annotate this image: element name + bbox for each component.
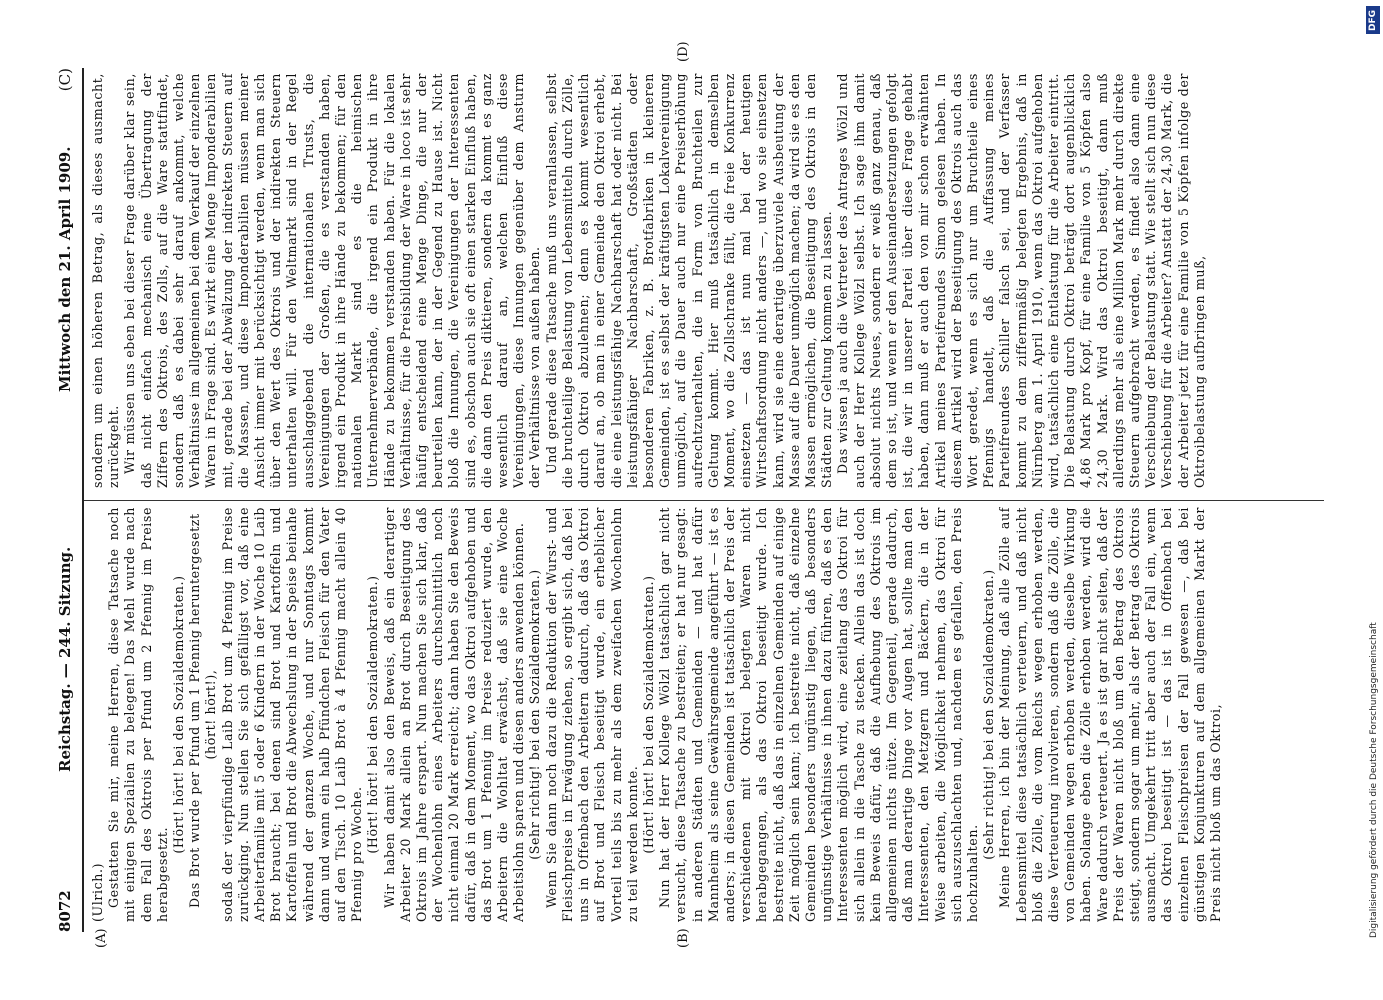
paragraph: Wir haben damit also den Beweis, daß ein derartiger Arbeiter 20 Mark allein an Brot durch Beseitigung des Oktrois im Jahre erspart. Nun machen Sie sich klar, daß der Wochenlohn eines Arbeiters durchschnittlich noch nicht einmal 20 Mark erreicht; dann haben Sie den Beweis dafür, daß in dem Moment, wo das Oktroi aufgehoben und das Brot um 1 Pfennig im Preise reduziert wurde, den Arbeitern die Wohltat erwächst, daß sie eine Woche Arbeitslohn sparen und diesen anders anwenden können. [381,507,527,922]
session-date: Mittwoch den 21. April 1909. [56,146,74,392]
paragraph: sodaß der vierpfündige Laib Brot um 4 Pfennig im Preise zurückging. Nun stellen Sie sich gefälligst vor, daß eine Arbeiterfamilie mit 5 oder 6 Kindern in der Woche 10 Laib Brot braucht; bei denen sind Brot und Kartoffeln und Kartoffeln und Brot die Abwechslung in der Speise beinahe während der ganzen Woche, und nur Sonntags kommt dann und wann ein halb Pfündchen Fleisch für den Vater auf den Tisch. 10 Laib Brot à 4 Pfennig macht allein 40 Pfennig pro Woche. [219,507,365,922]
paragraph: Wir müssen uns eben bei dieser Frage darüber klar sein, daß nicht einfach mechanisch eine Übertragung der Ziffern des Oktrois, des Zolls, auf die Ware stattfindet, sondern daß es dabei sehr darauf ankommt, welche Verhältnisse im allgemeinen bei dem Verkauf der einzelnen Waren in Frage sind. Es wirkt eine Menge Imponderabilien mit, gerade bei der Abwälzung der indirekten Steuern auf die Massen, und diese Imponderabilien müssen meiner Ansicht immer mit berücksichtigt werden, wenn man sich über den Wert des Oktrois und der indirekten Steuern unterhalten will. Für den Weltmarkt sind in der Regel ausschlaggebend die internationalen Trusts, die Vereinigungen der Großen, die es verstanden haben, irgend ein Produkt in ihre Hände zu bekommen; für den nationalen Markt sind es die heimischen Unternehmerverbände, die irgend ein Produkt in ihre Hände zu bekommen verstanden haben. Für die lokalen Verhältnisse, für die Preisbildung der Ware in loco ist sehr häufig entscheidend eine Menge Dinge, die nur der beurteilen kann, der in der Gegend zu Hause ist. Nicht bloß die Innungen, die Vereinigungen der Interessenten sind es, obschon auch sie oft einen starken Einfluß haben, die dann den Preis diktieren, sondern da kommt es ganz wesentlich darauf an, welchen Einfluß diese Vereinigungen, diese Innungen gegenüber dem Ansturm der Verhältnisse von außen haben. [122,73,543,488]
paragraph: Das wissen ja auch die Vertreter des Antrages Wölzl und auch der Herr Kollege Wölzl selbst. Ich sage ihm damit absolut nichts Neues, sondern er weiß ganz genau, daß dem so ist, und wenn er den Auseinandersetzungen gefolgt ist, die wir in unserer Partei über diese Frage gehabt haben, dann muß er auch den von mir schon erwähnten Artikel meines Parteifreundes Simon gelesen haben. In diesem Artikel wird der Beseitigung des Oktrois auch das Wort geredet, wenn es sich nur um Bruchteile eines Pfennigs handelt, daß die Auffassung meines Parteifreundes Schiller falsch sei, und der Verfasser kommt zu dem ziffernmäßig belegten Ergebnis, daß in Nürnberg am 1. April 1910, wenn das Oktroi aufgehoben wird, tatsächlich eine Entlastung für die Arbeiter eintritt. Die Belastung durch Oktroi beträgt dort augenblicklich 4,86 Mark pro Kopf, für eine Familie von 5 Köpfen also 24,30 Mark. Wird das Oktroi beseitigt, dann muß allerdings mehr als eine Million Mark mehr durch direkte Steuern aufgebracht werden, es findet also dann eine Verschiebung der Belastung statt. Wie stellt sich nun diese Verschiebung für die Arbeiter? Anstatt der 24,30 Mark, die der Arbeiter jetzt für eine Familie von 5 Köpfen infolge der Oktroibelastung aufbringen muß, [835,73,1207,488]
dfg-logo: DFG [1366,6,1380,34]
paragraph: Das Brot wurde per Pfund um 1 Pfennig heruntergesetzt [187,513,203,908]
paragraph: Nun hat der Herr Kollege Wölzl tatsächlich gar nicht versucht, diese Tatsache zu bestreiten; er hat nur gesagt: in anderen Städten und Gemeinden — und hat dafür Mannheim als seine Gewährsgemeinde angeführt — ist es anders; in diesen Gemeinden ist tatsächlich der Preis der verschiedenen mit Oktroi belegten Waren nicht herabgegangen, als das Oktroi beseitigt wurde. Ich bestreite nicht, daß das in einzelnen Gemeinden auf einige Zeit möglich sein kann; ich bestreite nicht, daß einzelne Gemeinden besonders ungünstig liegen, daß besonders ungünstige Verhältnisse in ihnen dazu führen, daß es den Interessenten möglich wird, eine zeitlang das Oktroi für sich allein in die Tasche zu stecken. Allein das ist doch kein Beweis dafür, daß die Aufhebung des Oktrois im allgemeinen nichts nütze. Im Gegenteil, gerade dadurch, daß man derartige Dinge vor Augen hat, sollte man den Interessenten, den Metzgern und Bäckern, die in der Weise arbeiten, die Möglichkeit nehmen, das Oktroi für sich auszuschlachten und, nachdem es gefallen, den Preis hochzuhalten. [657,507,980,922]
interjection: (hört! hört!), [203,669,219,760]
page-header [52,68,80,932]
interjection: (Hört! hört! bei den Sozialdemokraten.) [640,575,656,854]
speaker-label: (Ulrich.) [90,862,105,922]
margin-marker-d: (D) [676,41,691,62]
margin-marker-c: (C) [56,68,74,92]
interjection: (Hört! hört! bei den Sozialdemokraten.) [171,575,187,854]
session-title: Reichstag. — 244. Sitzung. [56,546,74,772]
paragraph: Und gerade diese Tatsache muß uns veranlassen, selbst die bruchteilige Belastung von Lebensmitteln durch Zölle, durch Oktroi abzulehnen; denn es kommt wesentlich darauf an, ob man in einer Gemeinde den Oktroi erhebt, die eine leistungsfähige Nachbarschaft hat oder nicht. Bei leistungsfähiger Nachbarschaft, Großstädten oder besonderen Fabriken, z. B. Brotfabriken in kleineren Gemeinden, ist es selbst der kräftigsten Lokalvereinigung unmöglich, auf die Dauer auch nur eine Preiserhöhung aufrechtzuerhalten, die in Form von Bruchteilen zur Geltung kommt. Hier muß tatsächlich in demselben Moment, wo die Zollschranke fällt, die freie Konkurrenz einsetzen — das ist nun mal bei der heutigen Wirtschaftsordnung nicht anders —, und wo sie einsetzen kann, wird sie eine derartige überzuviele Ausbeutung der Masse auf die Dauer unmöglich machen; da wird sie es den Massen ermöglichen, die Beseitigung des Oktrois in den Städten zur Geltung kommen zu lassen. [543,73,835,488]
interjection: (Sehr richtig! bei den Sozialdemokraten.) [981,569,997,860]
right-column [90,73,1320,488]
paragraph: Gestatten Sie mir, meine Herren, diese Tatsache noch mit einigen Spezialien zu belegen! Das Mehl wurde nach dem Fall des Oktrois per Pfund um 2 Pfennig im Preise herabgesetzt. [106,507,170,922]
digitization-credit: Digitalisierung gefördert durch die Deutsche Forschungsgemeinschaft [1369,622,1379,938]
page-number: 8072 [56,890,74,932]
margin-marker-a: (A) [94,928,109,948]
interjection: (Hört! hört! bei den Sozialdemokraten.) [365,575,381,854]
interjection: (Sehr richtig! bei den Sozialdemokraten.) [527,569,543,860]
margin-marker-b: (B) [676,928,691,948]
column-divider [84,500,1324,501]
left-column [90,507,1320,922]
paragraph: Meine Herren, ich bin der Meinung, daß alle Zölle auf Lebensmittel diese tatsächlich verteuern, und daß nicht bloß die Zölle, die vom Reichs wegen erhoben werden, diese Verteuerung involvieren, sondern daß die Zölle, die von Gemeinden wegen erhoben werden, dieselbe Wirkung haben. Solange eben die Zölle erhoben werden, wird die Ware dadurch verteuert. Ja es ist gar nicht selten, daß der Preis der Waren nicht bloß um den Betrag des Oktrois steigt, sondern sogar um mehr, als der Betrag des Oktrois ausmacht. Umgekehrt tritt aber auch der Fall ein, wenn das Oktroi beseitigt ist — das ist in Offenbach bei einzelnen Fleischpreisen der Fall gewesen —, daß bei günstigen Konjunkturen auf dem allgemeinen Markt der Preis nicht bloß um das Oktroi, [997,507,1224,922]
paragraph: Wenn Sie dann noch dazu die Reduktion der Wurst- und Fleischpreise in Erwägung ziehen, so ergibt sich, daß bei uns in Offenbach den Arbeitern dadurch, daß das Oktroi auf Brot und Fleisch beseitigt wurde, ein erheblicher Vorteil teils bis zu mehr als dem zweifachen Wochenlohn zu teil werden konnte. [543,507,640,922]
paragraph: sondern um einen höheren Betrag, als dieses ausmacht, zurückgeht. [90,73,122,488]
